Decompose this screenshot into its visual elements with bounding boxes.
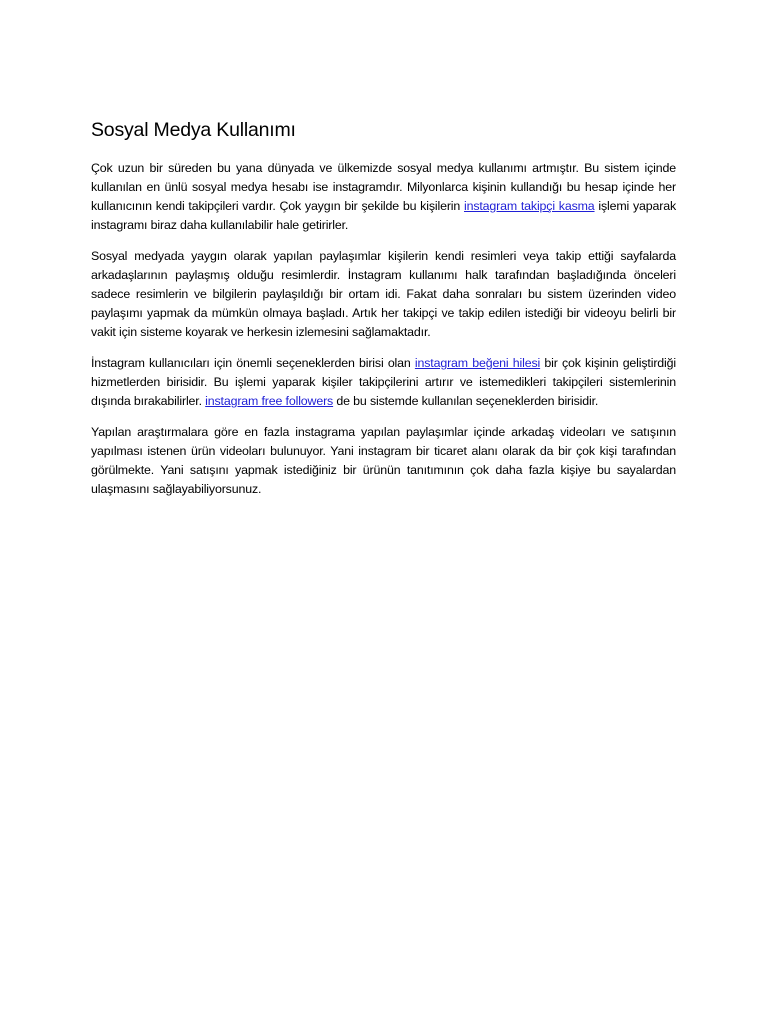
instagram-takipci-kasma-link[interactable]: instagram takipçi kasma xyxy=(463,199,595,213)
paragraph-text: Çok uzun bir süreden bu yana dünyada ve ülkemizde sosyal medya kullanımı artmıştır. Bu sistem içinde kullanılan en ünlü sosyal medya hesabı ise instagramdır. Milyonlarca kişinin kullandığı bu hesap içinde her kullanıcının kendi takipçileri vardır. Çok yaygın bir şekilde bu kişilerin xyxy=(91,161,676,213)
instagram-begeni-hilesi-link[interactable]: instagram beğeni hilesi xyxy=(414,356,541,370)
paragraph-text: Yapılan araştırmalara göre en fazla instagrama yapılan paylaşımlar içinde arkadaş videoları ve satışının yapılması istenen ürün videoları bulunuyor. Yani instagram bir ticaret alanı olarak da bir çok kişi tarafından görülmekte. Yani satışını yapmak istediğiniz bir ürünün tanıtımının çok daha fazla kişiye bu sayalardan ulaşmasını sağlayabiliyorsunuz. xyxy=(91,425,676,496)
paragraph-text: İnstagram kullanıcıları için önemli seçeneklerden birisi olan xyxy=(91,356,415,370)
paragraph-text: de bu sistemde kullanılan seçeneklerden birisidir. xyxy=(333,394,599,408)
paragraph-4 xyxy=(91,423,676,499)
paragraph-text: işlemi yaparak instagramı biraz daha kullanılabilir hale getirirler. xyxy=(91,199,677,232)
paragraph-2 xyxy=(91,247,676,342)
document-page xyxy=(91,118,676,511)
paragraph-3 xyxy=(91,354,676,411)
document-title: Sosyal Medya Kullanımı xyxy=(91,119,296,141)
instagram-free-followers-link[interactable]: instagram free followers xyxy=(205,394,334,408)
paragraph-1 xyxy=(91,159,676,235)
paragraph-text: bir çok kişinin geliştirdiği hizmetlerden birisidir. Bu işlemi yaparak kişiler takipçilerini artırır ve istemedikleri takipçileri sistemlerinin dışında bırakabilirler. xyxy=(91,356,676,408)
paragraph-text: Sosyal medyada yaygın olarak yapılan paylaşımlar kişilerin kendi resimleri veya takip ettiği sayfalarda arkadaşlarının paylaşmış olduğu resimlerdir. İnstagram kullanımı halk tarafından başladığında önceleri sadece resimlerin ve bilgilerin paylaşıldığı bir ortam idi. Fakat daha sonraları bu sistem üzerinden video paylaşımı yapmak da mümkün olmaya başladı. Artık her takipçi ve takip edilen istediği bir videoyu belirli bir vakit için sisteme koyarak ve herkesin izlemesini sağlamaktadır. xyxy=(91,249,676,339)
